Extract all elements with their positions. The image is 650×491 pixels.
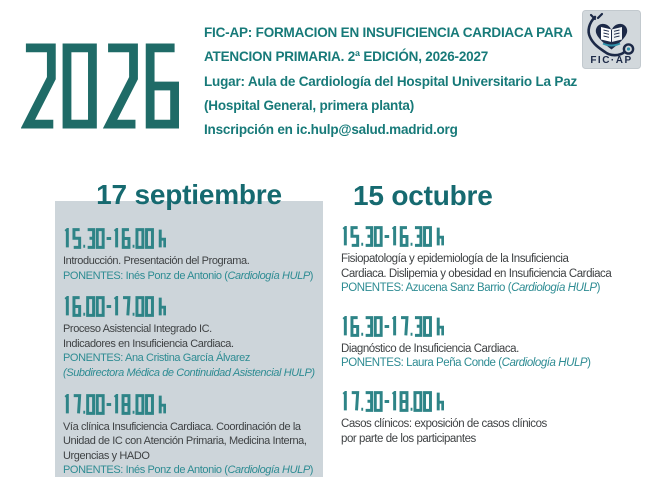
session-ponentes-line: [341, 281, 643, 296]
session-body-line: Indicadores en Insuficiencia Cardiaca.: [63, 337, 234, 350]
ponente-text: ): [596, 282, 601, 295]
session-ponentes-line: [63, 366, 321, 381]
session-block: [341, 316, 643, 371]
session-block: [341, 391, 643, 446]
session-body: [341, 252, 643, 296]
session-body-line: Fisiopatología y epidemiología de la Insuficiencia: [341, 253, 569, 265]
heading-17-septiembre: 17 septiembre: [96, 179, 282, 210]
column-octubre: [341, 226, 643, 466]
heading-15-octubre: 15 octubre: [353, 180, 493, 211]
session-block: [63, 296, 321, 380]
session-body-line: Casos clínicos: exposición de casos clínicos: [341, 417, 547, 430]
session-time: [341, 226, 643, 247]
ponente-text: PONENTES: Laura Peña Conde (: [341, 357, 502, 370]
session-block: [341, 226, 643, 296]
session-body-line: Diagnóstico de Insuficiencia Cardiaca.: [341, 342, 519, 355]
ponente-role-italic: Cardiología HULP: [227, 464, 310, 477]
ponente-role-italic: Cardiología HULP: [501, 357, 588, 370]
ponente-text: PONENTES: Azucena Sanz Barrio (: [341, 282, 512, 295]
ponente-text: PONENTES: Inés Ponz de Antonio (: [63, 464, 228, 477]
session-time: [63, 228, 321, 249]
session-ponentes-line: [341, 356, 643, 371]
year-2026: [21, 41, 180, 136]
session-body-line: Introducción. Presentación del Programa.: [63, 255, 250, 267]
ponente-text: PONENTES: Inés Ponz de Antonio (: [63, 269, 228, 282]
ponente-text: ): [309, 464, 314, 477]
ponente-text: PONENTES: Ana Cristina García Álvarez: [63, 352, 250, 365]
session-body: [63, 254, 321, 283]
session-ponentes-line: [63, 463, 321, 478]
session-body: [341, 417, 643, 446]
session-body: [341, 342, 643, 371]
ficap-logo-label: FIC·AP: [590, 55, 633, 66]
session-ponentes-line: [63, 269, 321, 284]
session-body-line: Cardiaca. Dislipemia y obesidad en Insuficiencia Cardiaca: [341, 267, 612, 280]
ponente-role-italic: Cardiología HULP: [227, 269, 310, 282]
ponente-role-italic: (Subdirectora Médica de Continuidad Asistencial HULP): [63, 366, 315, 379]
session-body-line: Proceso Asistencial Integrado IC.: [63, 323, 212, 336]
column-septiembre: [63, 228, 321, 491]
course-header: [204, 21, 634, 142]
session-time: [63, 394, 321, 415]
session-time: [63, 296, 321, 317]
session-block: [63, 394, 321, 478]
course-inscription-email: Inscripción en ic.hulp@salud.madrid.org: [204, 122, 458, 138]
course-location-line-1: Lugar: Aula de Cardiología del Hospital Universitario La Paz: [204, 73, 578, 89]
session-ponentes-line: [63, 351, 321, 366]
session-body-line: Vía clínica Insuficiencia Cardiaca. Coordinación de la: [63, 420, 301, 433]
course-location-line-2: (Hospital General, primera planta): [204, 97, 415, 113]
session-body: [63, 322, 321, 380]
course-title-line-2: ATENCION PRIMARIA. 2ª EDICIÓN, 2026-2027: [204, 49, 489, 65]
session-body-line: Urgencias y HADO: [63, 449, 150, 462]
session-block: [63, 228, 321, 283]
session-body: [63, 420, 321, 478]
ponente-text: ): [309, 269, 314, 282]
ficap-logo: [582, 10, 641, 69]
ponente-text: ): [587, 357, 591, 370]
course-title-line-1: FIC-AP: FORMACION EN INSUFICIENCIA CARDIACA PARA: [204, 25, 573, 40]
session-body-line: Unidad de IC con Atención Primaria, Medicina Interna,: [63, 435, 307, 448]
session-body-line: por parte de los participantes: [341, 432, 476, 445]
session-time: [341, 316, 643, 337]
ponente-role-italic: Cardiología HULP: [511, 282, 597, 295]
session-time: [341, 391, 643, 412]
